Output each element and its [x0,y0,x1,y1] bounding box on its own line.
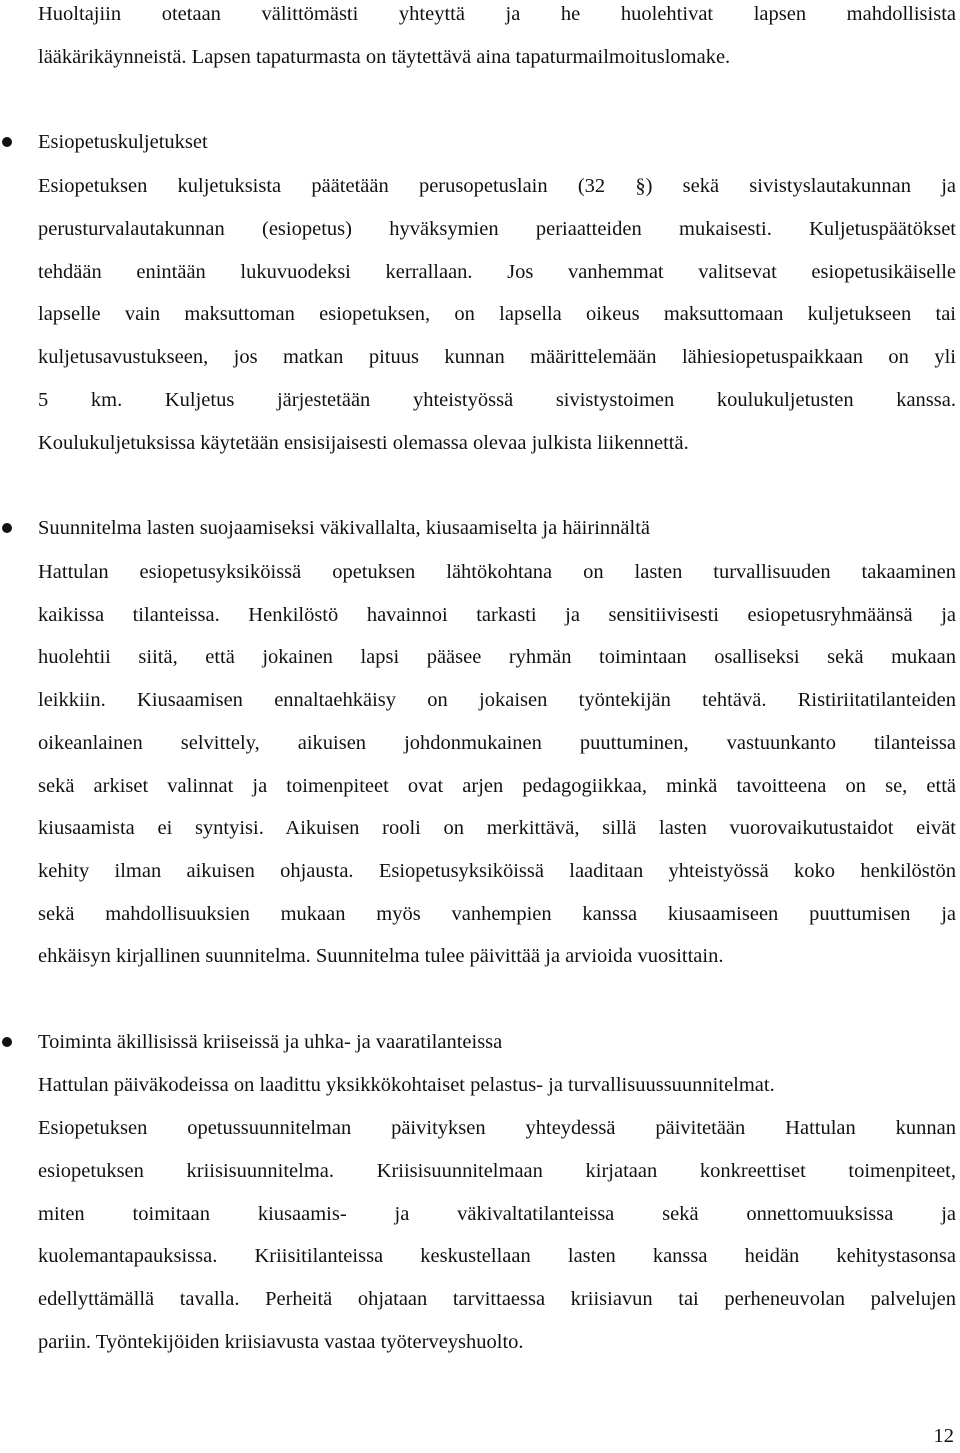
page-number: 12 [933,1425,954,1447]
paragraph-line: miten toimitaan kiusaamis- ja väkivaltatilanteissa sekä onnettomuuksissa ja [38,1203,956,1225]
paragraph-line: kuolemantapauksissa. Kriisitilanteissa keskustellaan lasten kanssa heidän kehitystasonsa [38,1245,956,1267]
paragraph-line: Koulukuljetuksissa käytetään ensisijaisesti olemassa olevaa julkista liikennettä. [38,432,689,454]
intro-line: Huoltajiin otetaan välittömästi yhteyttä ja he huolehtivat lapsen mahdollisista [38,3,956,25]
paragraph-line: kuljetusavustukseen, jos matkan pituus kunnan määrittelemään lähiesiopetuspaikkaan on yli [38,346,956,368]
paragraph-line: Esiopetuksen opetussuunnitelman päivityksen yhteydessä päivitetään Hattulan kunnan [38,1117,956,1139]
section-title: Suunnitelma lasten suojaamiseksi väkivallalta, kiusaamiselta ja häirinnältä [38,517,650,539]
paragraph-line: pariin. Työntekijöiden kriisiavusta vastaa työterveyshuolto. [38,1331,524,1353]
paragraph-line: kehity ilman aikuisen ohjausta. Esiopetusyksiköissä laaditaan yhteistyössä koko henkilöstön [38,860,956,882]
paragraph-line: perusturvalautakunnan (esiopetus) hyväksymien periaatteiden mukaisesti. Kuljetuspäätökset [38,218,956,240]
intro-line: lääkärikäynneistä. Lapsen tapaturmasta on täytettävä aina tapaturmailmoituslomake. [38,46,731,68]
paragraph-line: leikkiin. Kiusaamisen ennaltaehkäisy on jokaisen työntekijän tehtävä. Ristiriitatilanteiden [38,689,956,711]
paragraph-line: sekä mahdollisuuksien mukaan myös vanhempien kanssa kiusaamiseen puuttumisen ja [38,903,956,925]
paragraph-line: ehkäisyn kirjallinen suunnitelma. Suunnitelma tulee päivittää ja arvioida vuosittain. [38,945,724,967]
bullet-icon [2,1037,12,1047]
paragraph-line: 5 km. Kuljetus järjestetään yhteistyössä sivistystoimen koulukuljetusten kanssa. [38,389,956,411]
paragraph-line: Esiopetuksen kuljetuksista päätetään perusopetuslain (32 §) sekä sivistyslautakunnan ja [38,175,956,197]
paragraph-line: huolehtii siitä, että jokainen lapsi pääsee ryhmän toimintaan osalliseksi sekä mukaan [38,646,956,668]
paragraph-line: kiusaamista ei syntyisi. Aikuisen rooli on merkittävä, sillä lasten vuorovaikutustaidot eivät [38,817,956,839]
paragraph-line: tehdään enintään lukuvuodeksi kerrallaan. Jos vanhemmat valitsevat esiopetusikäiselle [38,261,956,283]
paragraph-line: Hattulan päiväkodeissa on laadittu yksikkökohtaiset pelastus- ja turvallisuussuunnitelmat. [38,1074,775,1096]
paragraph-line: kaikissa tilanteissa. Henkilöstö havainnoi tarkasti ja sensitiivisesti esiopetusryhmäänsä ja [38,604,956,626]
paragraph-line: sekä arkiset valinnat ja toimenpiteet ovat arjen pedagogiikkaa, minkä tavoitteena on se, että [38,775,956,797]
bullet-icon [2,137,12,147]
paragraph-line: esiopetuksen kriisisuunnitelma. Kriisisuunnitelmaan kirjataan konkreettiset toimenpiteet, [38,1160,956,1182]
bullet-icon [2,523,12,533]
paragraph-line: edellyttämällä tavalla. Perheitä ohjataan tarvittaessa kriisiavun tai perheneuvolan palvelujen [38,1288,956,1310]
paragraph-line: oikeanlainen selvittely, aikuisen johdonmukainen puuttuminen, vastuunkanto tilanteissa [38,732,956,754]
section-title: Toiminta äkillisissä kriiseissä ja uhka- ja vaaratilanteissa [38,1031,503,1053]
paragraph-line: lapselle vain maksuttoman esiopetuksen, on lapsella oikeus maksuttomaan kuljetukseen tai [38,303,956,325]
paragraph-line: Hattulan esiopetusyksiköissä opetuksen lähtökohtana on lasten turvallisuuden takaaminen [38,561,956,583]
section-title: Esiopetuskuljetukset [38,131,208,153]
